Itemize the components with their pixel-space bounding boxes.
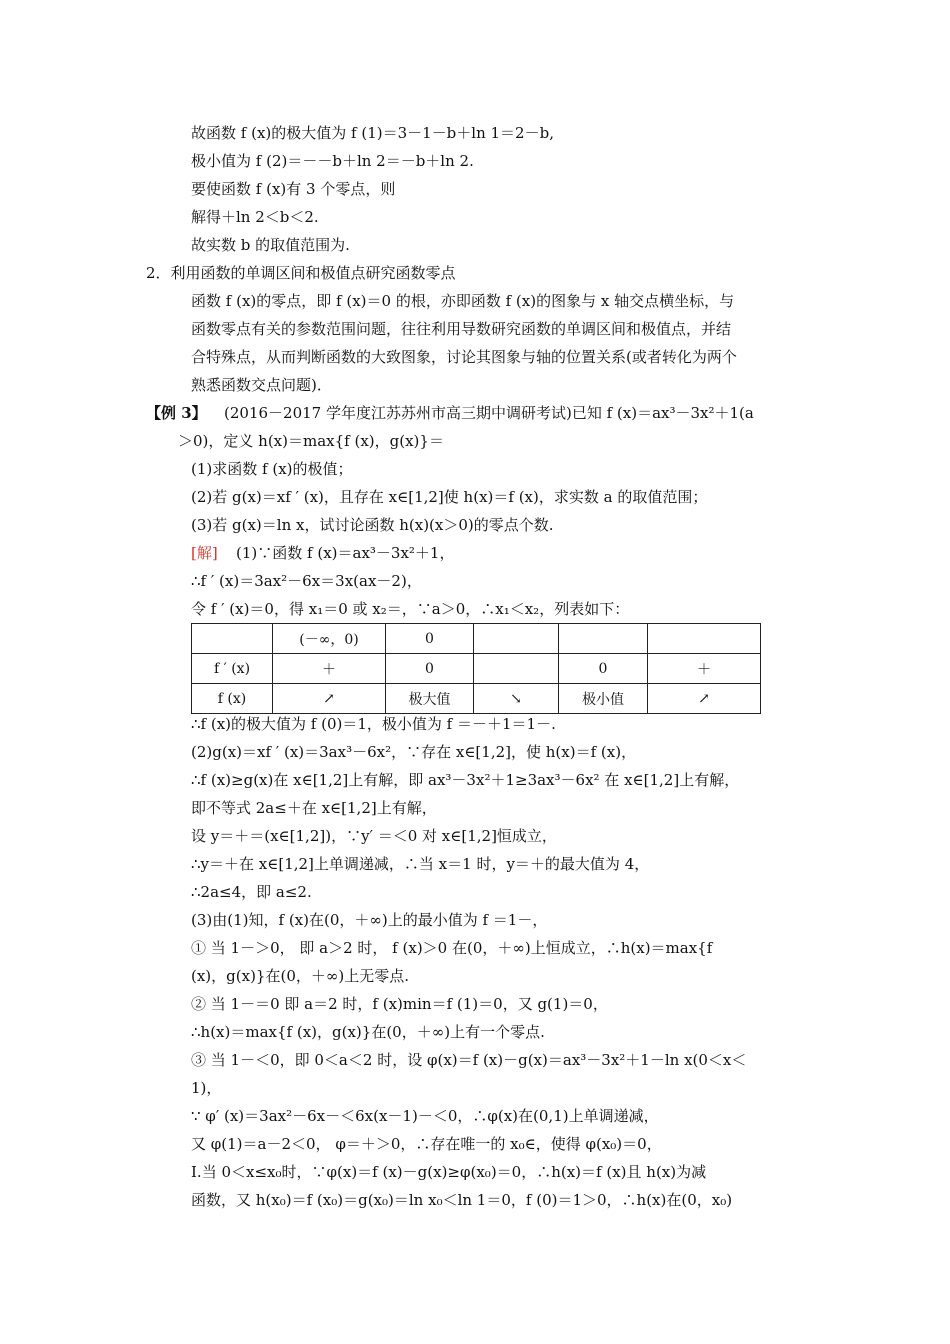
table-cell: f ′ (x) xyxy=(192,654,273,684)
text-line: ∴f (x)≥g(x)在 x∈[1,2]上有解，即 ax³－3x²＋1≥3ax³－6x² 在 x∈[1,2]上有解， xyxy=(191,771,740,789)
text-line: (2)g(x)＝xf ′ (x)＝3ax³－6x²，∵存在 x∈[1,2]，使 h(x)＝f (x)， xyxy=(191,743,637,761)
table-cell: ＋ xyxy=(648,654,761,684)
text-line: Ⅰ.当 0＜x≤x₀时，∵φ(x)＝f (x)－g(x)≥φ(x₀)＝0，∴h(x)＝f (x)且 h(x)为减 xyxy=(191,1163,707,1181)
text-line: 合特殊点，从而判断函数的大致图象，讨论其图象与轴的位置关系(或者转化为两个 xyxy=(191,348,737,366)
section-heading: 2．利用函数的单调区间和极值点研究函数零点 xyxy=(146,264,456,282)
text-line: 解得＋ln 2＜b＜2. xyxy=(191,208,319,226)
text-line: 即不等式 2a≤＋在 x∈[1,2]上有解， xyxy=(191,799,437,817)
table-cell: 0 xyxy=(386,624,474,654)
text-line: 函数 f (x)的零点，即 f (x)＝0 的根，亦即函数 f (x)的图象与 x 轴交点横坐标，与 xyxy=(191,292,735,310)
table-cell: ↗ xyxy=(273,684,386,714)
text-line: ② 当 1－＝0 即 a＝2 时，f (x)min＝f (1)＝0，又 g(1)＝0， xyxy=(191,995,608,1013)
table-cell: 0 xyxy=(386,654,474,684)
table-cell xyxy=(192,624,273,654)
text-line: ∴y＝＋在 x∈[1,2]上单调递减，∴当 x＝1 时，y＝＋的最大值为 4， xyxy=(191,855,650,873)
text-line: 又 φ(1)＝a－2＜0， φ＝＋＞0，∴存在唯一的 x₀∈，使得 φ(x₀)＝0， xyxy=(191,1135,662,1153)
table-row xyxy=(192,624,761,654)
table-cell: ↗ xyxy=(648,684,761,714)
text-line: ＞0)，定义 h(x)＝max{f (x)，g(x)}＝ xyxy=(178,432,444,450)
text-line: (1)∵函数 f (x)＝ax³－3x²＋1， xyxy=(236,544,455,562)
sign-table xyxy=(191,623,761,714)
table-cell: 0 xyxy=(559,654,648,684)
text-line: ∴f (x)的极大值为 f (0)＝1，极小值为 f ＝－＋1＝1－. xyxy=(191,715,556,733)
table-cell: f (x) xyxy=(192,684,273,714)
example-label: 【例 3】 xyxy=(146,404,207,422)
table-cell: (－∞，0) xyxy=(273,624,386,654)
text-line: (2016－2017 学年度江苏苏州市高三期中调研考试)已知 f (x)＝ax³－3x²＋1(a xyxy=(224,404,754,422)
text-line: ∵ φ′ (x)＝3ax²－6x－＜6x(x－1)－＜0，∴φ(x)在(0,1)上单调递减， xyxy=(191,1107,659,1125)
text-line: 极小值为 f (2)＝－－b＋ln 2＝－b＋ln 2. xyxy=(191,152,474,170)
table-cell: 极大值 xyxy=(386,684,474,714)
text-line: 设 y＝＋＝(x∈[1,2])，∵y′ ＝＜0 对 x∈[1,2]恒成立， xyxy=(191,827,557,845)
text-line: ① 当 1－＞0， 即 a＞2 时， f (x)＞0 在(0，＋∞)上恒成立，∴h(x)＝max{f xyxy=(191,939,713,957)
text-line: 函数零点有关的参数范围问题，往往利用导数研究函数的单调区间和极值点，并结 xyxy=(191,320,732,338)
table-cell xyxy=(559,624,648,654)
solution-label: [解] xyxy=(191,544,218,562)
text-line: (2)若 g(x)＝xf ′ (x)，且存在 x∈[1,2]使 h(x)＝f (x)，求实数 a 的取值范围； xyxy=(191,488,708,506)
table-cell: 极小值 xyxy=(559,684,648,714)
text-line: ∴2a≤4，即 a≤2. xyxy=(191,883,312,901)
text-line: 函数，又 h(x₀)＝f (x₀)＝g(x₀)＝ln x₀＜ln 1＝0，f (0)＝1＞0，∴h(x)在(0，x₀) xyxy=(191,1191,733,1209)
text-line: (1)求函数 f (x)的极值； xyxy=(191,460,353,478)
table-cell: ＋ xyxy=(273,654,386,684)
table-cell xyxy=(648,624,761,654)
text-line: 故实数 b 的取值范围为. xyxy=(191,236,350,254)
text-line: ③ 当 1－＜0，即 0＜a＜2 时，设 φ(x)＝f (x)－g(x)＝ax³－3x²＋1－ln x(0＜x＜ xyxy=(191,1051,747,1069)
text-line: 故函数 f (x)的极大值为 f (1)＝3－1－b＋ln 1＝2－b, xyxy=(191,124,554,142)
table-cell: ↘ xyxy=(474,684,559,714)
table-row xyxy=(192,654,761,684)
table-row xyxy=(192,684,761,714)
text-line: 令 f ′ (x)＝0，得 x₁＝0 或 x₂＝，∵a＞0，∴x₁＜x₂，列表如下： xyxy=(191,600,630,618)
text-line: ∴h(x)＝max{f (x)，g(x)}在(0，＋∞)上有一个零点. xyxy=(191,1023,545,1041)
text-line: (3)由(1)知，f (x)在(0，＋∞)上的最小值为 f ＝1－， xyxy=(191,911,548,929)
text-line: 要使函数 f (x)有 3 个零点，则 xyxy=(191,180,396,198)
table-cell xyxy=(474,624,559,654)
text-line: 熟悉函数交点问题)． xyxy=(191,376,332,394)
text-line: (3)若 g(x)＝ln x，试讨论函数 h(x)(x＞0)的零点个数. xyxy=(191,516,554,534)
table-cell xyxy=(474,654,559,684)
text-line: (x)，g(x)}在(0，＋∞)上无零点. xyxy=(191,967,409,985)
text-line: ∴f ′ (x)＝3ax²－6x＝3x(ax－2)， xyxy=(191,572,422,590)
text-line: 1)， xyxy=(191,1079,222,1097)
